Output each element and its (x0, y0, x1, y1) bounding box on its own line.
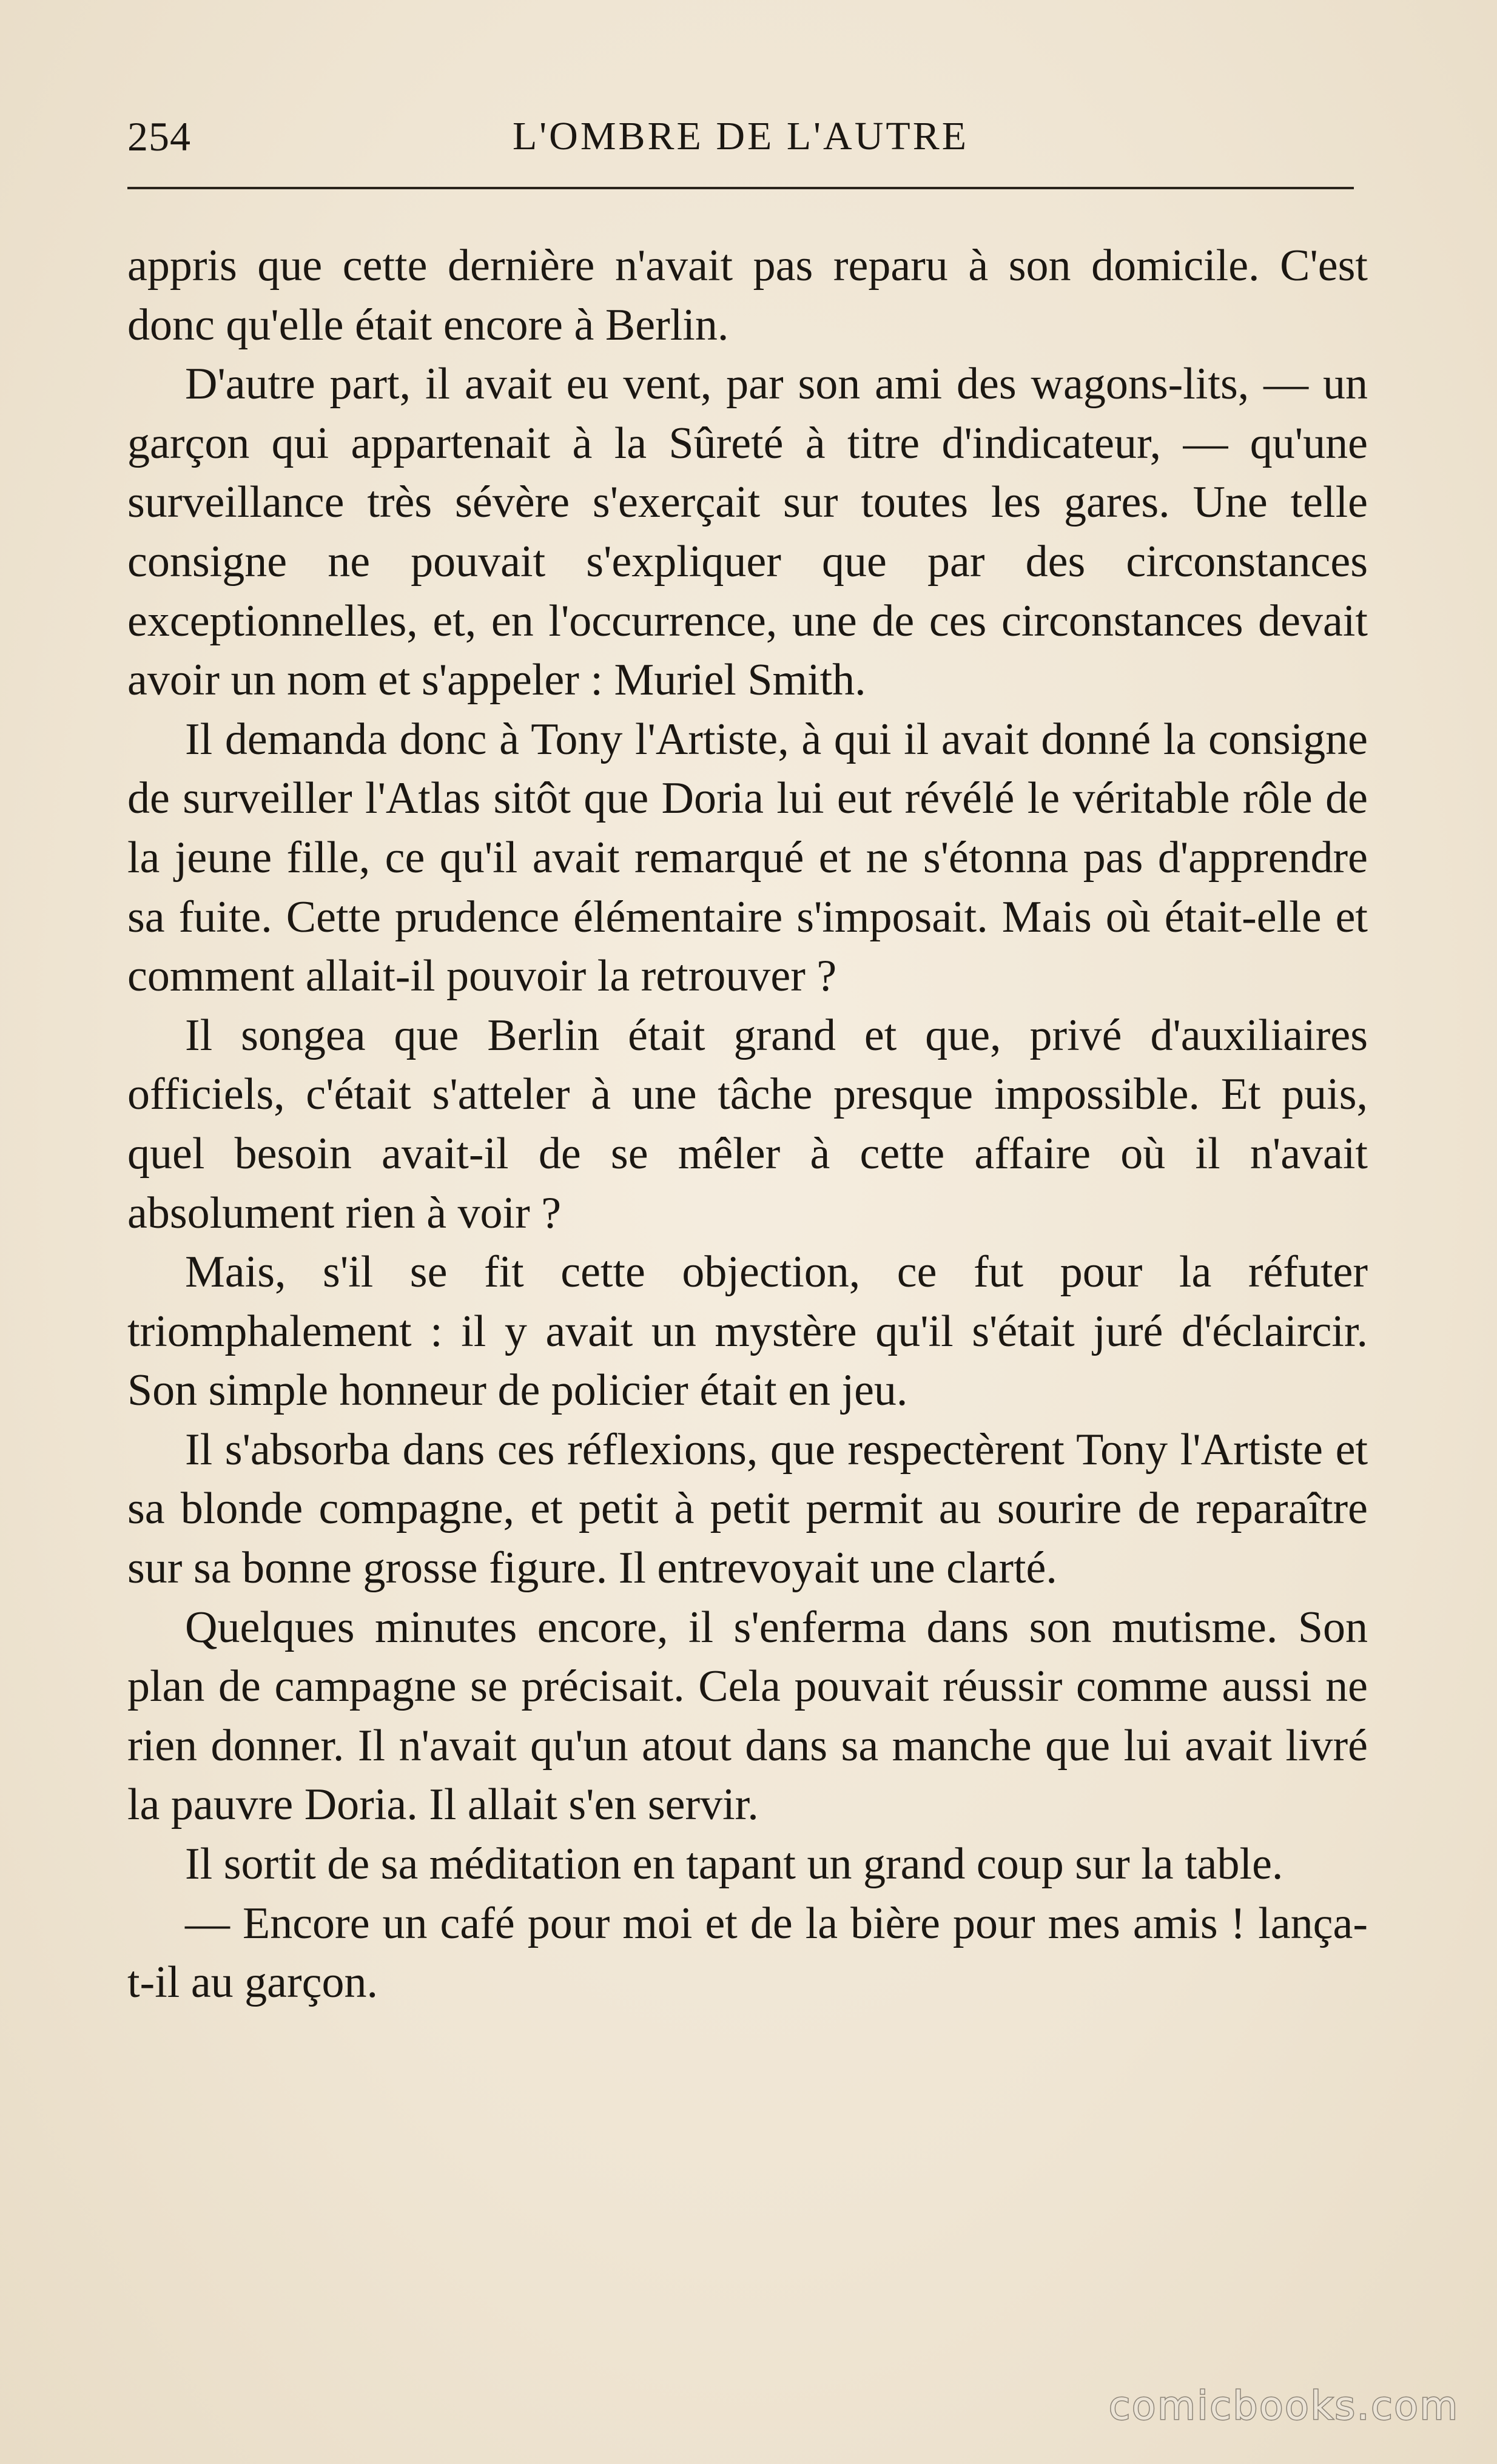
paragraph: Quelques minutes encore, il s'enferma dans son mutisme. Son plan de campagne se précisait. Cela pouvait réussir comme aussi ne rien donner. Il n'avait qu'un atout dans sa manche que lui avait livré la pauvre Doria. Il allait s'en servir. (127, 1602, 1368, 1830)
paragraph: Il demanda donc à Tony l'Artiste, à qui il avait donné la consigne de surveiller l'Atlas sitôt que Doria lui eut révélé le véritable rôle de la jeune fille, ce qu'il avait remarqué et ne s'étonna pas d'apprendre sa fuite. Cette prudence élémentaire s'imposait. Mais où était-elle et comment allait-il pouvoir la retrouver ? (127, 714, 1368, 1001)
page-body (127, 237, 1368, 2013)
watermark: comicbooks.com (1108, 2384, 1459, 2429)
page-header (127, 109, 1354, 164)
paragraph: Il songea que Berlin était grand et que, privé d'auxiliaires officiels, c'était s'atteler à une tâche presque impossible. Et puis, quel besoin avait-il de se mêler à cette affaire où il n'avait absolument rien à voir ? (127, 1010, 1368, 1238)
paragraph: — Encore un café pour moi et de la bière pour mes amis ! lança-t-il au garçon. (127, 1898, 1368, 2008)
paragraph: D'autre part, il avait eu vent, par son ami des wagons-lits, — un garçon qui appartenait à la Sûreté à titre d'indicateur, — qu'une surveillance très sévère s'exerçait sur toutes les gares. Une telle consigne ne pouvait s'expliquer que par des circonstances exceptionnelles, et, en l'occurrence, une de ces circonstances devait avoir un nom et s'appeler : Muriel Smith. (127, 359, 1368, 705)
page-number: 254 (127, 113, 191, 160)
paragraph: Il sortit de sa méditation en tapant un grand coup sur la table. (185, 1839, 1283, 1890)
header-rule (127, 187, 1354, 189)
paragraph: Il s'absorba dans ces réflexions, que respectèrent Tony l'Artiste et sa blonde compagne, et petit à petit permit au sourire de reparaître sur sa bonne grosse figure. Il entrevoyait une clarté. (127, 1424, 1368, 1594)
paragraph: appris que cette dernière n'avait pas reparu à son domicile. C'est donc qu'elle était encore à Berlin. (127, 241, 1368, 350)
paragraph: Mais, s'il se fit cette objection, ce fut pour la réfuter triomphalement : il y avait un mystère qu'il s'était juré d'éclaircir. Son simple honneur de policier était en jeu. (127, 1247, 1368, 1416)
running-title: L'OMBRE DE L'AUTRE (512, 114, 969, 158)
